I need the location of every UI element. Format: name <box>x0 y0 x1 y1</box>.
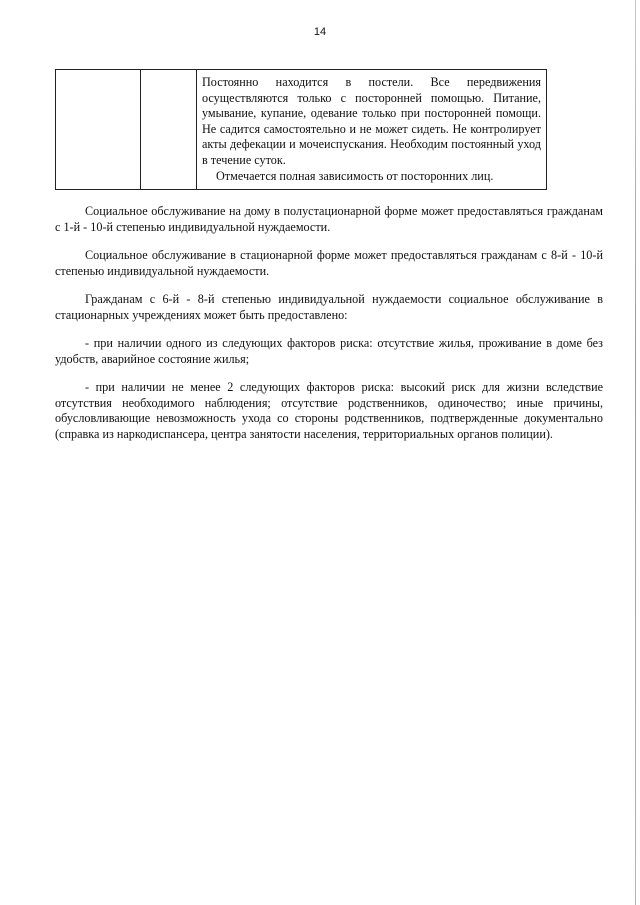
table-cell-description <box>197 70 547 190</box>
table-cell-empty-1 <box>56 70 141 190</box>
page-number: 14 <box>313 26 327 38</box>
paragraph-semistationary: Социальное обслуживание на дому в полустационарной форме может предоставляться гражданам с 1-й - 10-й степенью индивидуальной нуждаемости. <box>55 204 603 234</box>
table-cell-empty-2 <box>141 70 197 190</box>
paragraph-stationary: Социальное обслуживание в стационарной форме может предоставляться гражданам с 8-й - 10-й степенью индивидуальной нуждаемости. <box>55 248 603 278</box>
description-text: Постоянно находится в постели. Все передвижения осуществляются только с посторонней помощью. Питание, умывание, купание, одевание только при посторонней помощи. Не садится самостоятельно и не может сидеть. Не контролирует акты дефекации и мочеиспускания. Необходим постоянный уход в течение суток. <box>202 75 541 167</box>
paragraph-one-risk-factor: - при наличии одного из следующих факторов риска: отсутствие жилья, проживание в доме без удобств, аварийное состояние жилья; <box>55 336 603 366</box>
need-level-table <box>55 69 547 190</box>
body-text <box>55 204 603 455</box>
scan-edge-line <box>635 0 636 905</box>
paragraph-two-risk-factors: - при наличии не менее 2 следующих факторов риска: высокий риск для жизни вследствие отсутствия необходимого наблюдения; отсутствие родственников, одиночество; иные причины, обусловливающие невозможность ухода со стороны родственников, подтвержденные документально (справка из наркодиспансера, центра занятости населения, территориальных органов полиции). <box>55 380 603 441</box>
conclusion-text: Отмечается полная зависимость от посторонних лиц. <box>216 169 494 183</box>
table-row <box>56 70 547 190</box>
paragraph-conditions-intro: Гражданам с 6-й - 8-й степенью индивидуальной нуждаемости социальное обслуживание в стационарных учреждениях может быть предоставлено: <box>55 292 603 322</box>
